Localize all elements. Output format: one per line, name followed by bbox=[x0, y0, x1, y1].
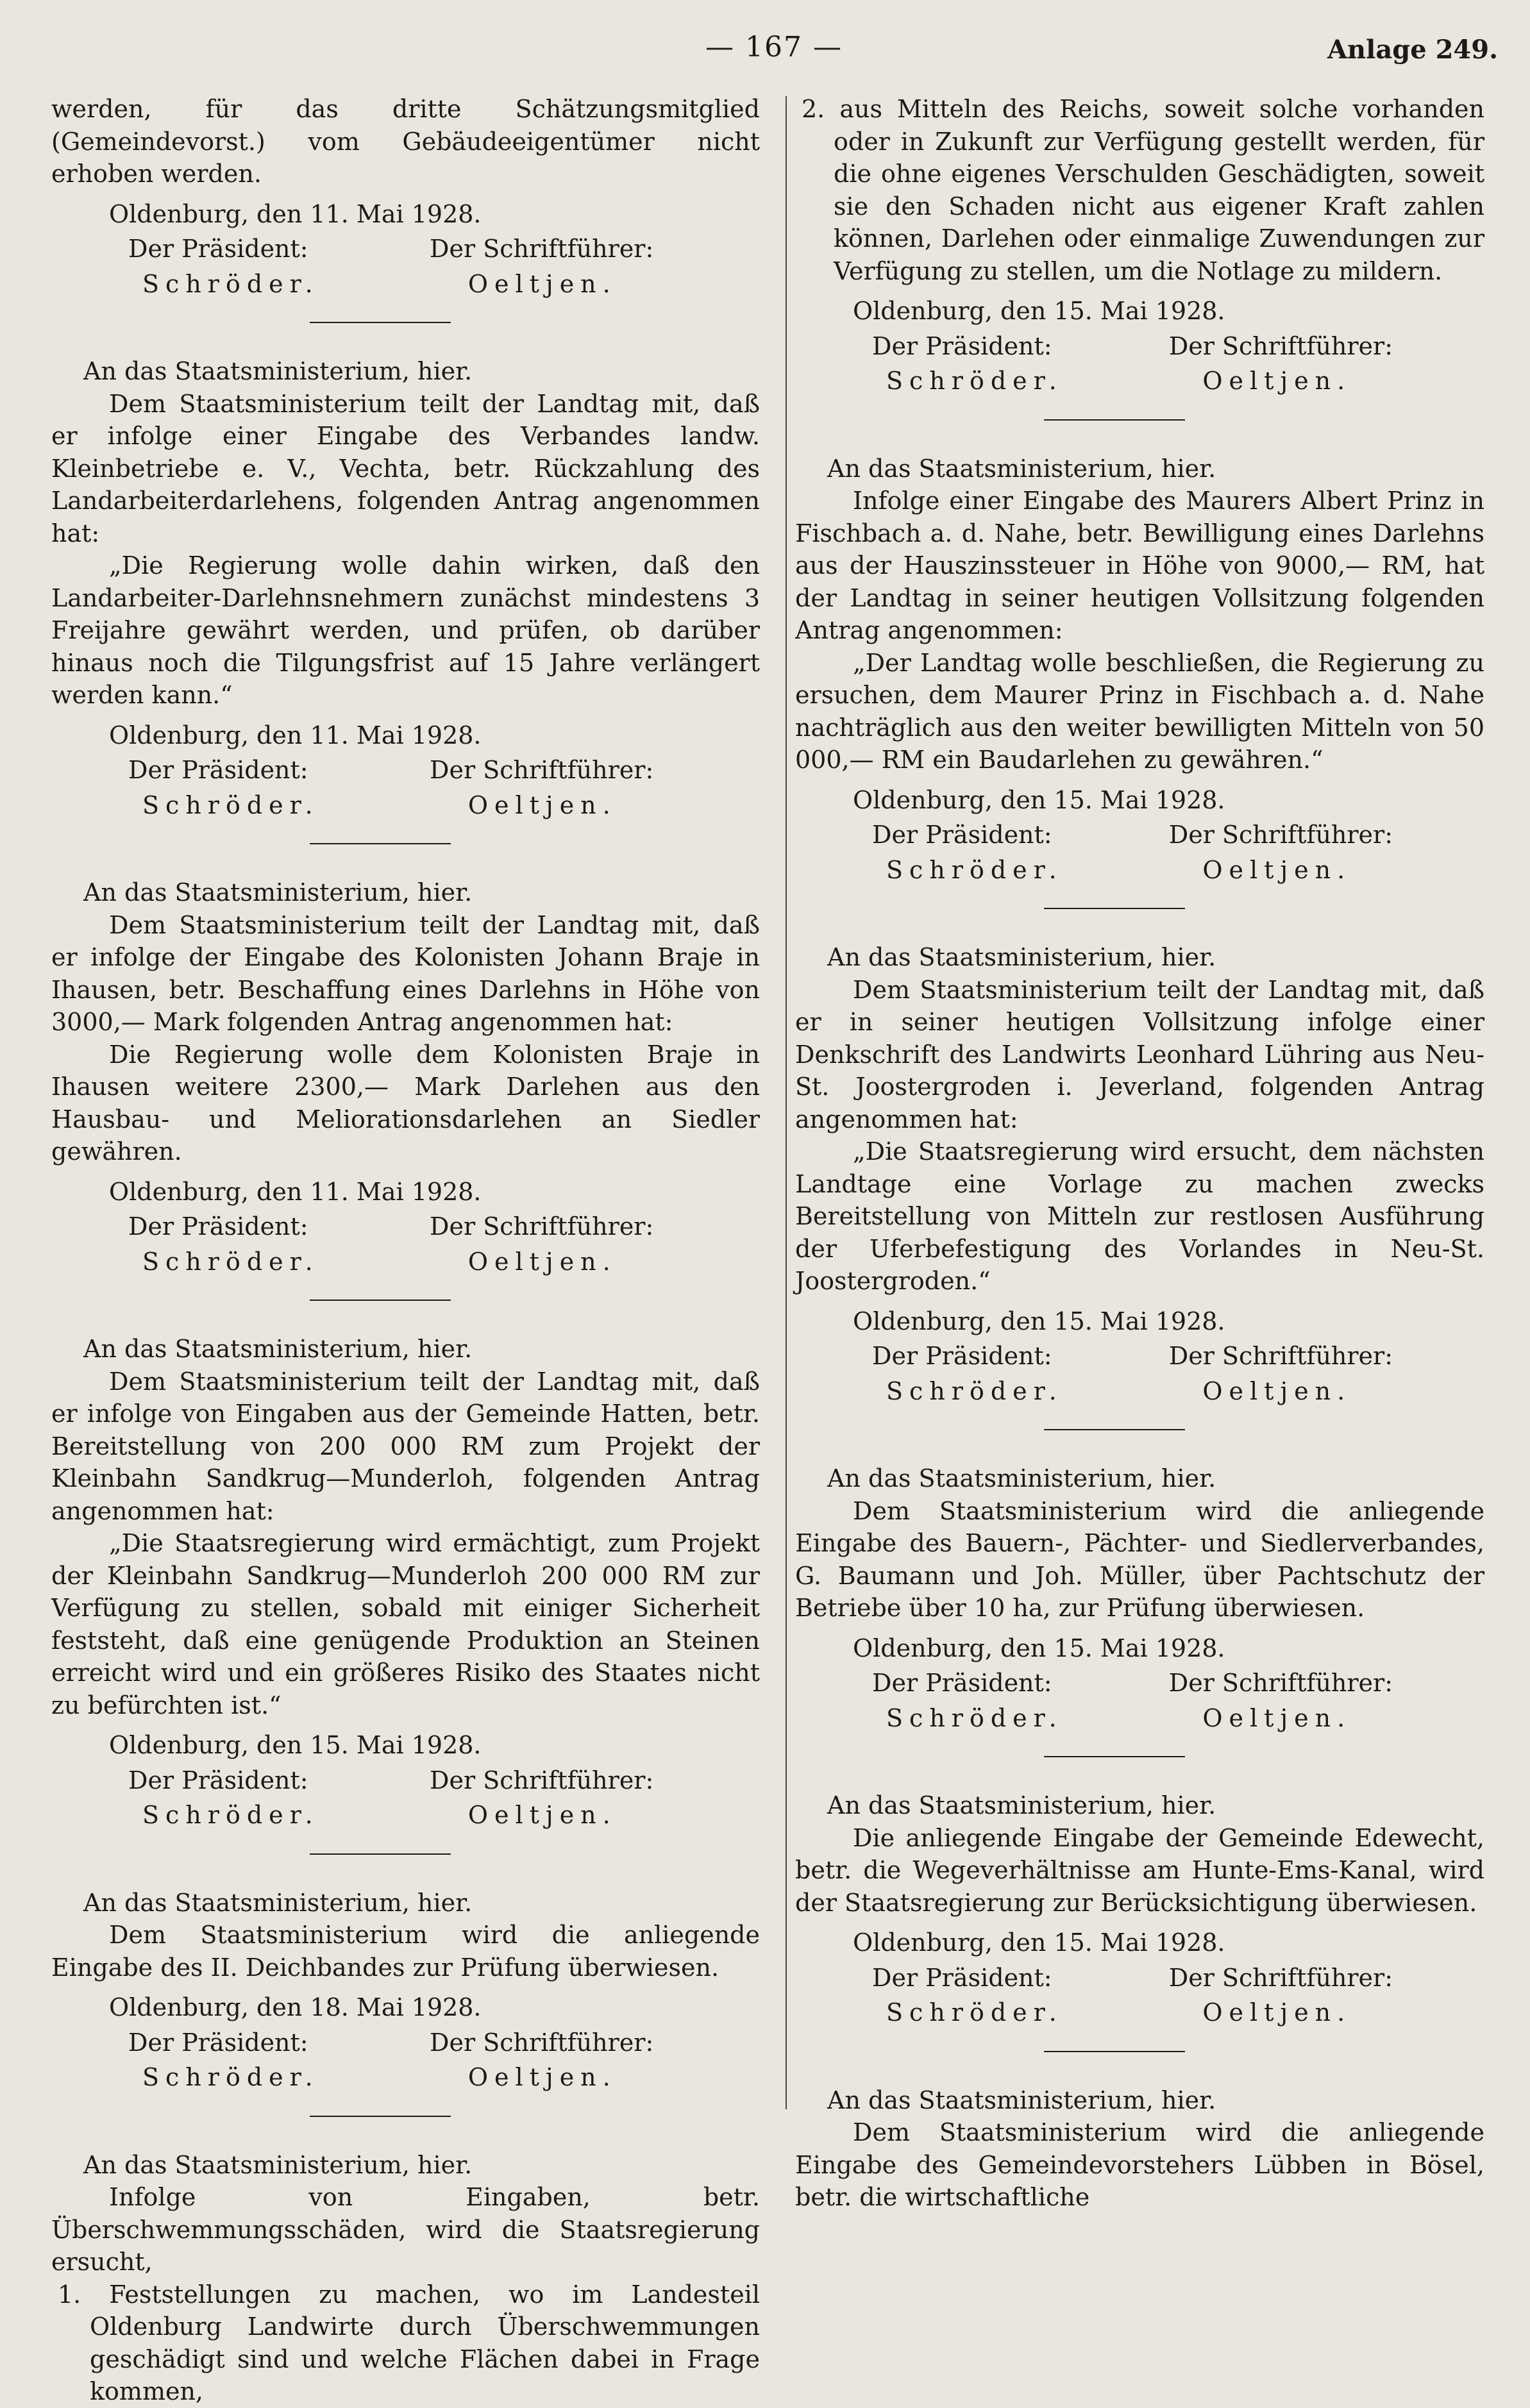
address-line: An das Staatsministerium, hier. bbox=[827, 1791, 1216, 1819]
date-location: Oldenburg, den 15. Mai 1928. bbox=[853, 785, 1225, 814]
date-location: Oldenburg, den 11. Mai 1928. bbox=[109, 1177, 482, 1206]
page-number: — 167 — bbox=[705, 31, 843, 63]
paragraph: Die Regierung wolle dem Kolonisten Braje in Ihausen weitere 2300,— Mark Darlehen aus den Hausbau- und Meliorationsdarlehen an Siedler gewähren. bbox=[51, 1040, 760, 1166]
resolution-block bbox=[51, 1333, 760, 1855]
signature-titles bbox=[795, 819, 1484, 851]
secretary-title: Der Schriftführer: bbox=[430, 2028, 654, 2057]
date-location: Oldenburg, den 15. Mai 1928. bbox=[853, 1307, 1225, 1335]
page-header bbox=[0, 26, 1530, 77]
secretary-name: Oeltjen. bbox=[467, 269, 617, 298]
resolution-block bbox=[795, 93, 1484, 421]
secretary-name: Oeltjen. bbox=[1202, 367, 1352, 395]
paragraph: Dem Staatsministerium teilt der Landtag mit, daß er infolge von Eingaben aus der Gemeinde Hatten, betr. Bereitstellung von 200 000 RM zum Projekt der Kleinbahn Sandkrug—Munderloh, folgenden Antrag angenommen hat: bbox=[51, 1367, 760, 1525]
signature-names bbox=[795, 854, 1484, 887]
paragraph: Infolge von Eingaben, betr. Überschwemmungsschäden, wird die Staatsregierung ersucht, bbox=[51, 2183, 760, 2276]
signature-names bbox=[51, 268, 760, 301]
signature-titles bbox=[51, 1764, 760, 1797]
president-name: Schröder. bbox=[142, 1801, 319, 1829]
president-title: Der Präsident: bbox=[872, 821, 1052, 849]
section-rule bbox=[1044, 1756, 1185, 1757]
secretary-name: Oeltjen. bbox=[1202, 1703, 1352, 1732]
secretary-name: Oeltjen. bbox=[467, 1247, 617, 1276]
president-title: Der Präsident: bbox=[128, 1212, 308, 1241]
president-title: Der Präsident: bbox=[128, 235, 308, 263]
secretary-title: Der Schriftführer: bbox=[430, 1212, 654, 1241]
secretary-title: Der Schriftführer: bbox=[430, 235, 654, 263]
president-title: Der Präsident: bbox=[128, 756, 308, 784]
section-rule bbox=[310, 843, 451, 844]
signature-names bbox=[51, 1246, 760, 1278]
secretary-title: Der Schriftführer: bbox=[1168, 1342, 1393, 1370]
address-line: An das Staatsministerium, hier. bbox=[827, 454, 1216, 483]
signature-names bbox=[51, 789, 760, 822]
secretary-name: Oeltjen. bbox=[1202, 855, 1352, 884]
resolution-block bbox=[795, 1789, 1484, 2052]
address-line: An das Staatsministerium, hier. bbox=[83, 357, 473, 385]
secretary-name: Oeltjen. bbox=[1202, 1376, 1352, 1405]
president-title: Der Präsident: bbox=[128, 2028, 308, 2057]
president-name: Schröder. bbox=[142, 1247, 319, 1276]
president-name: Schröder. bbox=[886, 1376, 1063, 1405]
signature-names bbox=[795, 1375, 1484, 1408]
president-name: Schröder. bbox=[886, 367, 1063, 395]
column-divider bbox=[786, 96, 787, 2109]
resolution-block bbox=[51, 1887, 760, 2117]
anlage-label: Anlage 249. bbox=[1327, 35, 1498, 65]
signature-titles bbox=[51, 2027, 760, 2059]
date-location: Oldenburg, den 15. Mai 1928. bbox=[853, 1928, 1225, 1957]
section-rule bbox=[1044, 908, 1185, 909]
secretary-title: Der Schriftführer: bbox=[1168, 1963, 1393, 1992]
paragraph: „Die Staatsregierung wird ersucht, dem nächsten Landtage eine Vorlage zu machen zwecks Bereitstellung von Mitteln zur restlosen Ausführung der Uferbefestigung des Vorlandes in Neu-St. Joostergroden.“ bbox=[795, 1137, 1484, 1295]
address-line: An das Staatsministerium, hier. bbox=[827, 943, 1216, 971]
president-name: Schröder. bbox=[886, 1998, 1063, 2027]
signature-titles bbox=[795, 330, 1484, 363]
president-title: Der Präsident: bbox=[872, 1342, 1052, 1370]
resolution-block bbox=[51, 93, 760, 323]
signature-names bbox=[795, 1702, 1484, 1735]
resolution-block bbox=[51, 876, 760, 1301]
paragraph: Dem Staatsministerium wird die anliegende Eingabe des Bauern-, Pächter- und Siedlerverbandes, G. Baumann und Joh. Müller, über Pachtschutz der Betriebe über 10 ha, zur Prüfung überwiesen. bbox=[795, 1496, 1484, 1622]
signature-titles bbox=[795, 1962, 1484, 1994]
secretary-title: Der Schriftführer: bbox=[1168, 821, 1393, 849]
paragraph: 2. aus Mitteln des Reichs, soweit solche vorhanden oder in Zukunft zur Verfügung gestellt werden, für die ohne eigenes Verschulden Geschädigten, soweit sie den Schaden nicht aus eigener Kraft zahlen können, Darlehen oder einmalige Zuwendungen zur Verfügung zu stellen, um die Notlage zu mildern. bbox=[802, 95, 1484, 285]
president-title: Der Präsident: bbox=[872, 1963, 1052, 1992]
president-name: Schröder. bbox=[142, 2063, 319, 2091]
paragraph: „Die Regierung wolle dahin wirken, daß den Landarbeiter-Darlehnsnehmern zunächst mindestens 3 Freijahre gewährt werden, und prüfen, ob darüber hinaus noch die Tilgungsfrist auf 15 Jahre verlängert werden kann.“ bbox=[51, 551, 760, 709]
date-location: Oldenburg, den 11. Mai 1928. bbox=[109, 199, 482, 228]
signature-titles bbox=[795, 1667, 1484, 1700]
right-column bbox=[795, 93, 1484, 2214]
signature-names bbox=[51, 1799, 760, 1832]
signature-titles bbox=[795, 1340, 1484, 1373]
section-rule bbox=[1044, 1429, 1185, 1430]
date-location: Oldenburg, den 15. Mai 1928. bbox=[853, 1634, 1225, 1662]
paragraph: Infolge einer Eingabe des Maurers Albert Prinz in Fischbach a. d. Nahe, betr. Bewilligung eines Darlehns aus der Hauszinssteuer in Höhe von 9000,— RM, hat der Landtag in seiner heutigen Vollsitzung folgenden Antrag angenommen: bbox=[795, 487, 1484, 644]
resolution-block bbox=[51, 355, 760, 844]
date-location: Oldenburg, den 18. Mai 1928. bbox=[109, 1993, 482, 2021]
secretary-title: Der Schriftführer: bbox=[430, 756, 654, 784]
paragraph: „Die Staatsregierung wird ermächtigt, zum Projekt der Kleinbahn Sandkrug—Munderloh 200 000 RM zur Verfügung zu stellen, sobald mit einiger Sicherheit feststeht, daß eine genügende Produktion an Steinen erreicht wird und ein größeres Risiko des Staates nicht zu befürchten ist.“ bbox=[51, 1529, 760, 1719]
section-rule bbox=[1044, 2051, 1185, 2052]
secretary-title: Der Schriftführer: bbox=[1168, 1669, 1393, 1697]
resolution-block bbox=[795, 941, 1484, 1430]
paragraph: Dem Staatsministerium teilt der Landtag mit, daß er in seiner heutigen Vollsitzung infolge einer Denkschrift des Landwirts Leonhard Lühring aus Neu-St. Joostergroden i. Jeverland, folgenden Antrag angenommen hat: bbox=[795, 975, 1484, 1133]
paragraph: „Der Landtag wolle beschließen, die Regierung zu ersuchen, dem Maurer Prinz in Fischbach a. d. Nahe nachträglich aus den weiter bewilligten Mitteln von 50 000,— RM ein Baudarlehen zu gewähren.“ bbox=[795, 648, 1484, 774]
section-rule bbox=[310, 1300, 451, 1301]
secretary-name: Oeltjen. bbox=[467, 1801, 617, 1829]
section-rule bbox=[310, 2116, 451, 2117]
resolution-block bbox=[795, 453, 1484, 910]
secretary-name: Oeltjen. bbox=[467, 2063, 617, 2091]
resolution-block bbox=[795, 1462, 1484, 1757]
signature-titles bbox=[51, 754, 760, 787]
paragraph: 1. Feststellungen zu machen, wo im Landesteil Oldenburg Landwirte durch Überschwemmungen geschädigt sind und welche Flächen dabei in Frage kommen, bbox=[58, 2280, 760, 2405]
secretary-name: Oeltjen. bbox=[1202, 1998, 1352, 2027]
secretary-name: Oeltjen. bbox=[467, 790, 617, 819]
signature-names bbox=[51, 2061, 760, 2094]
secretary-title: Der Schriftführer: bbox=[430, 1766, 654, 1794]
signature-names bbox=[795, 1996, 1484, 2029]
paragraph: Dem Staatsministerium wird die anliegende Eingabe des II. Deichbandes zur Prüfung überwiesen. bbox=[51, 1921, 760, 1982]
resolution-block bbox=[51, 2149, 760, 2408]
date-location: Oldenburg, den 15. Mai 1928. bbox=[109, 1731, 482, 1759]
section-rule bbox=[1044, 419, 1185, 421]
address-line: An das Staatsministerium, hier. bbox=[83, 878, 473, 907]
signature-titles bbox=[51, 233, 760, 265]
president-name: Schröder. bbox=[886, 1703, 1063, 1732]
address-line: An das Staatsministerium, hier. bbox=[83, 1335, 473, 1363]
president-name: Schröder. bbox=[142, 269, 319, 298]
paragraph: Dem Staatsministerium teilt der Landtag mit, daß er infolge einer Eingabe des Verbandes landw. Kleinbetriebe e. V., Vechta, betr. Rückzahlung des Landarbeiterdarlehens, folgenden Antrag angenommen hat: bbox=[51, 389, 760, 548]
president-title: Der Präsident: bbox=[872, 1669, 1052, 1697]
secretary-title: Der Schriftführer: bbox=[1168, 331, 1393, 360]
address-line: An das Staatsministerium, hier. bbox=[827, 2086, 1216, 2114]
paragraph: Dem Staatsministerium wird die anliegende Eingabe des Gemeindevorstehers Lübben in Bösel, betr. die wirtschaftliche bbox=[795, 2118, 1484, 2211]
left-column bbox=[51, 93, 760, 2408]
president-title: Der Präsident: bbox=[872, 331, 1052, 360]
address-line: An das Staatsministerium, hier. bbox=[827, 1464, 1216, 1492]
paragraph: werden, für das dritte Schätzungsmitglied (Gemeindevorst.) vom Gebäudeeigentümer nicht erhoben werden. bbox=[51, 95, 760, 188]
president-name: Schröder. bbox=[142, 790, 319, 819]
address-line: An das Staatsministerium, hier. bbox=[83, 2150, 473, 2179]
section-rule bbox=[310, 322, 451, 323]
date-location: Oldenburg, den 15. Mai 1928. bbox=[853, 297, 1225, 325]
president-name: Schröder. bbox=[886, 855, 1063, 884]
date-location: Oldenburg, den 11. Mai 1928. bbox=[109, 721, 482, 749]
president-title: Der Präsident: bbox=[128, 1766, 308, 1794]
paragraph: Dem Staatsministerium teilt der Landtag mit, daß er infolge der Eingabe des Kolonisten Johann Braje in Ihausen, betr. Beschaffung eines Darlehns in Höhe von 3000,— Mark folgenden Antrag angenommen hat: bbox=[51, 910, 760, 1036]
signature-titles bbox=[51, 1210, 760, 1243]
section-rule bbox=[310, 1853, 451, 1855]
address-line: An das Staatsministerium, hier. bbox=[83, 1888, 473, 1917]
resolution-block bbox=[795, 2084, 1484, 2214]
signature-names bbox=[795, 365, 1484, 397]
paragraph: Die anliegende Eingabe der Gemeinde Edewecht, betr. die Wegeverhältnisse am Hunte-Ems-Kanal, wird der Staatsregierung zur Berücksichtigung überwiesen. bbox=[795, 1823, 1484, 1917]
